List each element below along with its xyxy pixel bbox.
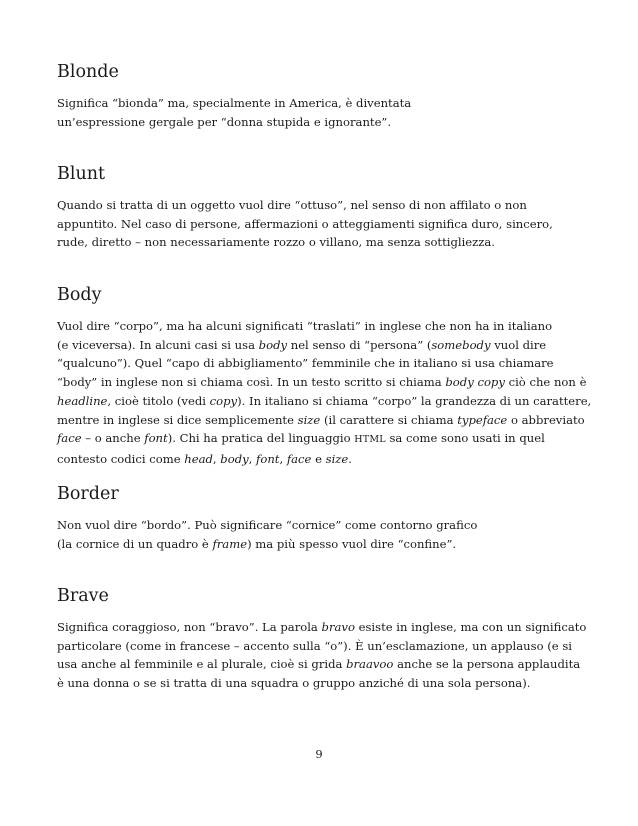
italic-term: typeface [457, 412, 508, 427]
text-segment: rude, diretto – non necessariamente rozzo o villano, ma senza sottigliezza. [57, 235, 495, 250]
italic-term: face [57, 431, 82, 446]
text-line [57, 233, 597, 252]
text-segment: ciò che non è [504, 375, 587, 390]
text-segment: appuntito. Nel caso di persone, affermazioni o atteggiamenti significa duro, sincero, [57, 216, 553, 231]
text-segment: e [311, 451, 326, 466]
text-segment: è una donna o se si tratta di una squadra o gruppo anziché di una sola persona). [57, 676, 531, 691]
entry-border [57, 484, 597, 553]
italic-term: somebody [431, 337, 491, 352]
text-line [57, 674, 597, 693]
text-segment: anche se la persona applaudita [393, 657, 581, 672]
text-line [57, 94, 597, 113]
text-segment: – o anche [81, 431, 145, 446]
text-line [57, 516, 597, 535]
small-caps-text: HTML [354, 434, 386, 446]
text-segment: “body” in inglese non si chiama così. In un testo scritto si chiama [57, 375, 446, 390]
italic-term: body [220, 451, 249, 466]
italic-term: size [297, 412, 321, 427]
text-segment: un’espressione gergale per “donna stupida e ignorante”. [57, 114, 392, 129]
text-segment: ). In italiano si chiama “corpo” la grandezza di un carattere, [237, 393, 592, 408]
text-line [57, 215, 597, 234]
text-line [57, 317, 597, 336]
text-segment: particolare (come in francese – accento sulla “o”). È un’esclamazione, un applauso (e si [57, 638, 572, 653]
text-segment: , cioè titolo (vedi [107, 393, 210, 408]
text-segment: usa anche al femminile e al plurale, cioè si grida [57, 657, 347, 672]
italic-term: size [325, 451, 349, 466]
entry-definition [57, 94, 597, 131]
text-segment: ) ma più spesso vuol dire “confine”. [247, 536, 457, 551]
text-line [57, 429, 597, 450]
text-line [57, 196, 597, 215]
text-line [57, 336, 597, 355]
text-line [57, 450, 597, 469]
entry-blonde [57, 62, 597, 131]
italic-term: face [286, 451, 312, 466]
text-line [57, 113, 597, 132]
text-segment: (il carattere si chiama [320, 412, 458, 427]
text-line [57, 373, 597, 392]
text-line [57, 637, 597, 656]
text-segment: (e viceversa). In alcuni casi si usa [57, 337, 259, 352]
entry-definition [57, 317, 597, 469]
text-line [57, 392, 597, 411]
page-number: 9 [315, 747, 323, 761]
entry-blunt [57, 164, 597, 252]
text-segment: Vuol dire “corpo”, ma ha alcuni significati “traslati” in inglese che non ha in italiano [57, 319, 553, 333]
text-segment: sa come sono usati in quel [385, 431, 545, 446]
text-segment: nel senso di “persona” ( [287, 337, 432, 352]
entry-brave [57, 586, 597, 693]
text-line [57, 411, 597, 430]
italic-term: bravo [321, 620, 355, 634]
text-segment: Significa coraggioso, non “bravo”. La parola [57, 620, 322, 634]
text-segment: , [279, 451, 287, 466]
italic-term: head [184, 451, 213, 466]
italic-term: font [144, 431, 168, 446]
entry-term: Blonde [57, 62, 119, 82]
text-segment: (la cornice di un quadro è [57, 536, 213, 551]
entry-definition [57, 196, 597, 252]
text-segment: esiste in inglese, ma con un significato [354, 620, 587, 634]
text-line [57, 618, 597, 637]
entry-term: Brave [57, 586, 109, 606]
entry-term: Border [57, 484, 119, 504]
italic-term: copy [209, 393, 238, 408]
text-line [57, 354, 597, 373]
italic-term: body copy [445, 375, 505, 390]
entry-definition [57, 618, 597, 693]
entry-definition [57, 516, 597, 553]
text-segment: o abbreviato [507, 412, 585, 427]
italic-term: headline [57, 393, 108, 408]
italic-term: body [258, 337, 288, 352]
text-segment: Quando si tratta di un oggetto vuol dire “ottuso”, nel senso di non affilato o non [57, 198, 527, 212]
italic-term: frame [212, 536, 248, 551]
text-segment: ). Chi ha pratica del linguaggio [167, 431, 355, 446]
text-segment: . [348, 451, 352, 466]
text-segment: “qualcuno”). Quel “capo di abbigliamento” femminile che in italiano si usa chiamare [57, 356, 554, 371]
text-line [57, 535, 597, 554]
text-segment: mentre in inglese si dice semplicemente [57, 412, 298, 427]
italic-term: braavoo [346, 657, 394, 672]
text-segment: , [212, 451, 221, 466]
italic-term: font [256, 451, 280, 466]
text-segment: Non vuol dire “bordo”. Può significare “cornice” come contorno grafico [57, 518, 478, 532]
text-segment: Significa “bionda” ma, specialmente in America, è diventata [57, 96, 412, 110]
text-segment: contesto codici come [57, 451, 185, 466]
text-segment: vuol dire [490, 337, 547, 352]
text-segment: , [248, 451, 257, 466]
entry-body [57, 285, 597, 469]
text-line [57, 655, 597, 674]
entry-term: Body [57, 285, 102, 305]
entry-term: Blunt [57, 164, 106, 184]
